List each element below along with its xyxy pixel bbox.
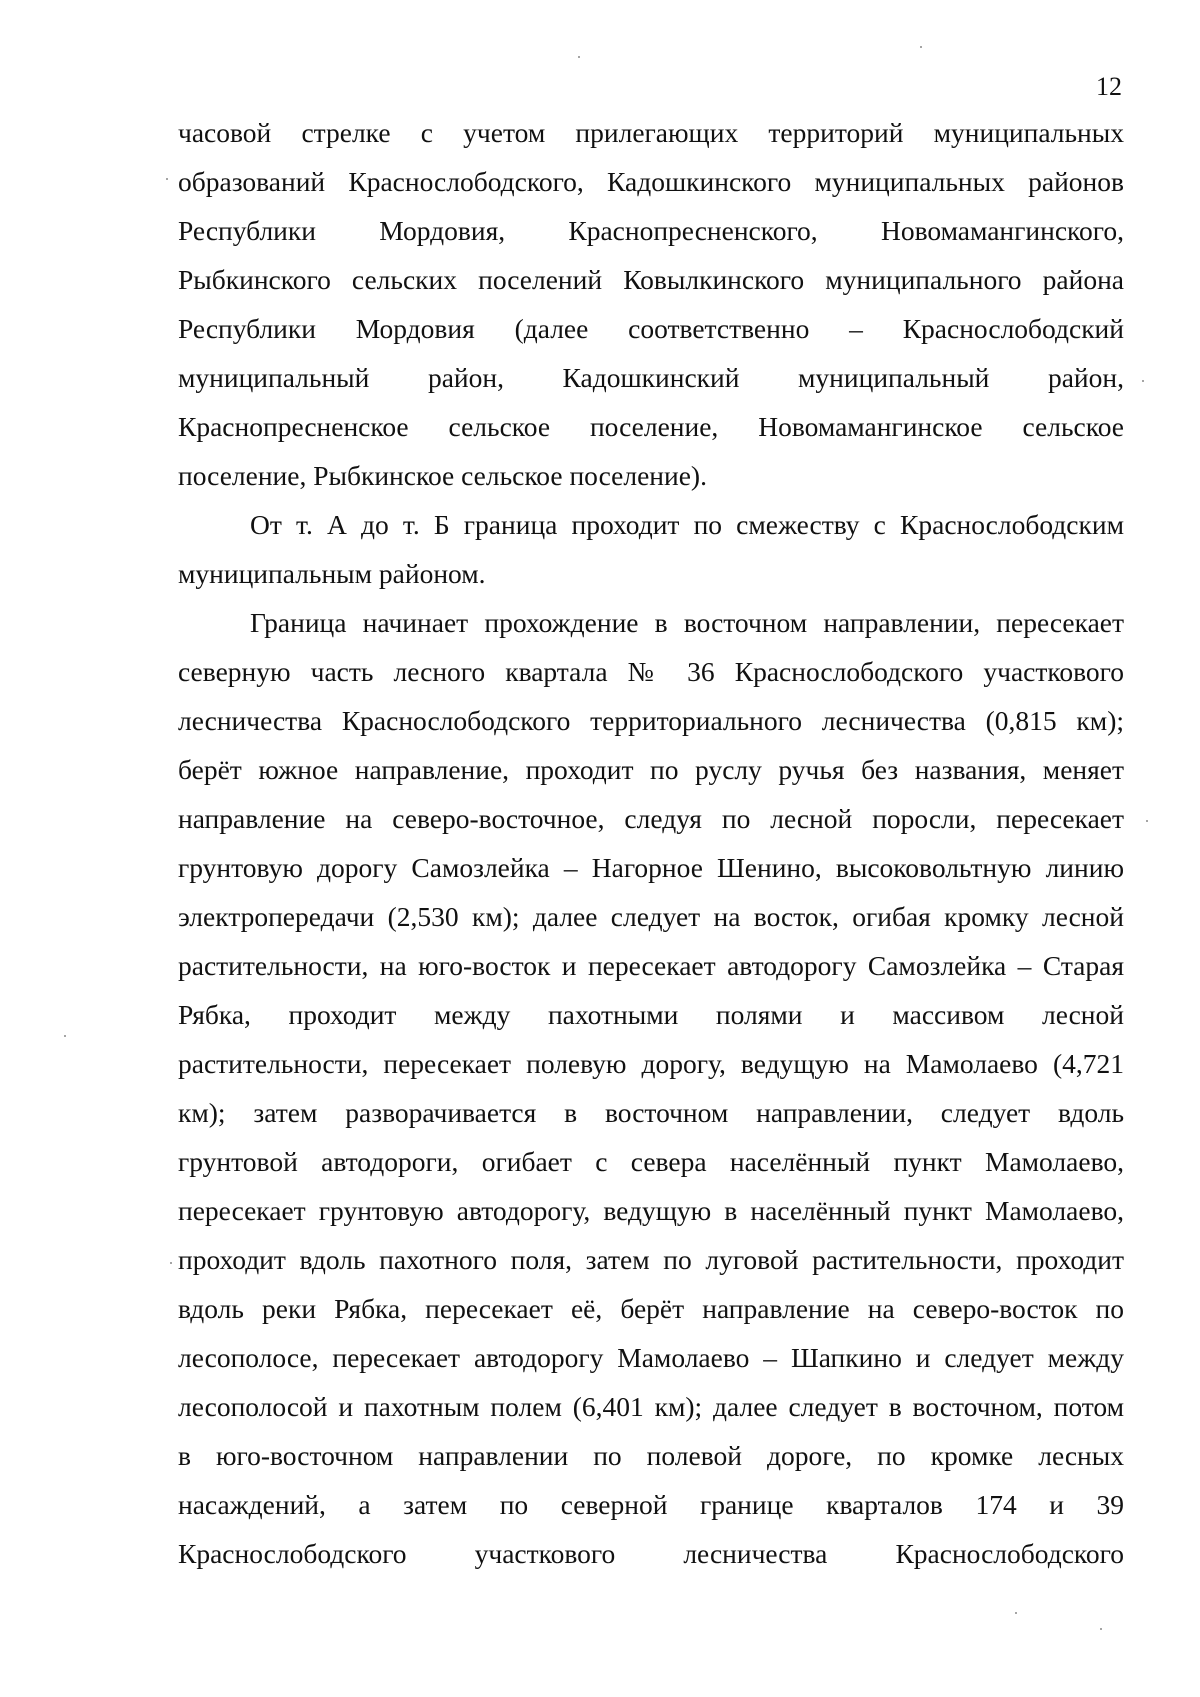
paragraph-line: часовой стрелке с учетом прилегающих территорий муниципальных (178, 117, 1124, 148)
paragraph-line: пересекает грунтовую автодорогу, ведущую в населённый пункт Мамолаево, (178, 1195, 1124, 1226)
scan-speck (1142, 380, 1144, 382)
paragraph-line: грунтовую дорогу Самозлейка – Нагорное Шенино, высоковольтную линию (178, 852, 1124, 883)
paragraph-line: растительности, на юго-восток и пересекает автодорогу Самозлейка – Старая (178, 950, 1124, 981)
paragraph-line: вдоль реки Рябка, пересекает её, берёт направление на северо-восток по (178, 1293, 1124, 1324)
paragraph-line: Республики Мордовия, Краснопресненского, Новомамангинского, (178, 215, 1124, 246)
paragraph-line: лесополосе, пересекает автодорогу Мамолаево – Шапкино и следует между (178, 1342, 1124, 1373)
paragraph-line: северную часть лесного квартала № 36 Краснослободского участкового (178, 656, 1124, 687)
paragraph-line: растительности, пересекает полевую дорогу, ведущую на Мамолаево (4,721 (178, 1048, 1124, 1079)
scan-speck (920, 46, 922, 48)
paragraph-line: образований Краснослободского, Кадошкинского муниципальных районов (178, 166, 1124, 197)
paragraph-line: Рябка, проходит между пахотными полями и массивом лесной (178, 999, 1124, 1030)
paragraph-line: Граница начинает прохождение в восточном направлении, пересекает (250, 607, 1124, 638)
paragraph-line: муниципальным районом. (178, 558, 486, 589)
paragraph-line: электропередачи (2,530 км); далее следует на восток, огибая кромку лесной (178, 901, 1124, 932)
paragraph-line: лесничества Краснослободского территориального лесничества (0,815 км); (178, 705, 1124, 736)
paragraph-line: От т. А до т. Б граница проходит по смежеству с Краснослободским (250, 509, 1124, 540)
paragraph-line: проходит вдоль пахотного поля, затем по луговой растительности, проходит (178, 1244, 1124, 1275)
paragraph-line: Рыбкинского сельских поселений Ковылкинского муниципального района (178, 264, 1124, 295)
paragraph-line: грунтовой автодороги, огибает с севера населённый пункт Мамолаево, (178, 1146, 1124, 1177)
paragraph-line: Краснопресненское сельское поселение, Новомамангинское сельское (178, 411, 1124, 442)
paragraph-2 (178, 500, 1124, 598)
scan-speck (1100, 1628, 1102, 1630)
paragraph-line: лесополосой и пахотным полем (6,401 км); далее следует в восточном, потом (178, 1391, 1124, 1422)
paragraph-line: Краснослободского участкового лесничества Краснослободского (178, 1538, 1124, 1569)
paragraph-line: Республики Мордовия (далее соответственно – Краснослободский (178, 313, 1124, 344)
paragraph-line: муниципальный район, Кадошкинский муниципальный район, (178, 362, 1124, 393)
paragraph-line: насаждений, а затем по северной границе кварталов 174 и 39 (178, 1489, 1124, 1520)
paragraph-line: в юго-восточном направлении по полевой дороге, по кромке лесных (178, 1440, 1124, 1471)
scan-speck (64, 1035, 66, 1037)
paragraph-1 (178, 108, 1124, 500)
paragraph-line: км); затем разворачивается в восточном направлении, следует вдоль (178, 1097, 1124, 1128)
document-body (178, 108, 1124, 1578)
scan-speck (1015, 1612, 1017, 1614)
page-number: 12 (1096, 72, 1122, 101)
paragraph-3 (178, 598, 1124, 1578)
paragraph-line: берёт южное направление, проходит по руслу ручья без названия, меняет (178, 754, 1124, 785)
scan-speck (166, 178, 168, 180)
scan-speck (578, 56, 580, 58)
scan-speck (170, 1262, 172, 1264)
paragraph-line: поселение, Рыбкинское сельское поселение). (178, 460, 707, 491)
scan-speck (1146, 820, 1148, 822)
paragraph-line: направление на северо-восточное, следуя по лесной поросли, пересекает (178, 803, 1124, 834)
